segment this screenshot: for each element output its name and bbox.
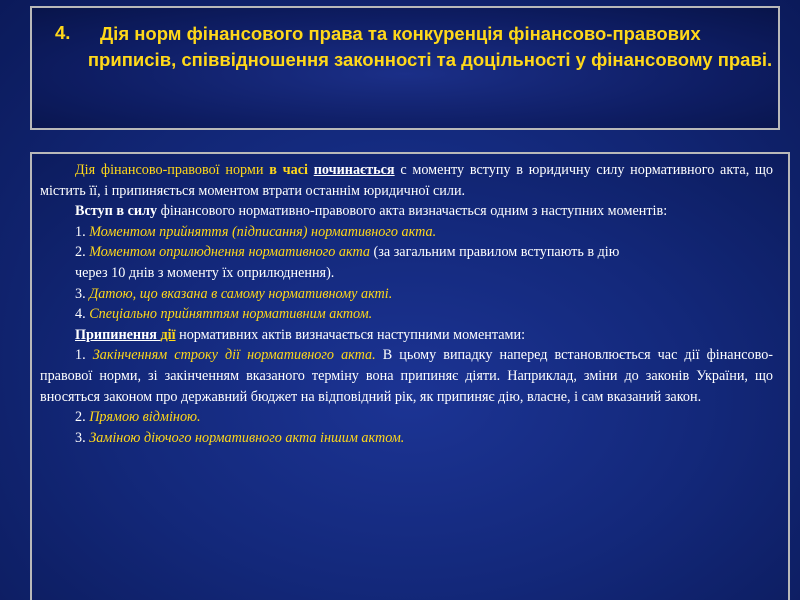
title-line-1: Дія норм фінансового права та конкуренція фінансово-правових <box>100 23 701 44</box>
item-rest: В цьому випадку наперед встановлюється час дії фінансово-правової норми, зі закінченням вказаного терміну вона припиняє діяти. Наприклад, зміни до законів України, що вносяться законом про державний бюджет на відповідний рік, як припиняє дію, власне, і сам вказаний закон. <box>40 347 774 405</box>
list-item-6 <box>40 407 773 428</box>
paragraph-effect-in-time <box>40 160 773 201</box>
item-text: Спеціально прийняттям нормативним актом. <box>89 306 373 323</box>
slide-title <box>85 21 775 73</box>
item-text: Датою, що вказана в самому нормативному акті. <box>89 285 393 302</box>
text-span: в часі <box>269 162 308 178</box>
item-continuation: через 10 днів з моменту їх оприлюднення). <box>75 264 335 281</box>
item-number: 3. <box>75 429 90 446</box>
item-number: 2. <box>75 244 90 261</box>
paragraph-termination <box>40 325 773 346</box>
list-item-4 <box>40 304 773 325</box>
list-item-3 <box>40 284 773 305</box>
item-text: Моментом оприлюднення нормативного акта <box>89 244 370 261</box>
item-number: 3. <box>75 285 90 302</box>
item-number: 4. <box>75 306 90 323</box>
text-span: нормативних актів визначається наступними моментами: <box>175 326 526 343</box>
list-item-2-continuation <box>40 263 773 284</box>
title-line-2: приписів, співвідношення законності та доцільності у фінансовому праві. <box>87 49 773 70</box>
list-item-1 <box>40 222 773 243</box>
item-text: Закінченням строку дії нормативного акта. <box>92 347 376 364</box>
item-text: Заміною діючого нормативного акта іншим актом. <box>89 429 405 446</box>
title-number: 4. <box>55 22 71 43</box>
list-item-7 <box>40 428 773 449</box>
text-span: Припинення <box>75 326 161 343</box>
list-item-2 <box>40 242 773 263</box>
item-text: Прямою відміною. <box>89 409 201 426</box>
text-span: дії <box>160 326 176 343</box>
text-span: Вступ в силу <box>75 203 158 220</box>
text-span: с моменту вступу в юридичну силу нормативного акта, що містить її, і припиняється моментом втрати останнім юридичної сили. <box>40 162 773 199</box>
text-span: фінансового нормативно-правового акта визначається одним з наступних моментів: <box>157 203 668 220</box>
text-span: Дія фінансово-правової норми <box>75 162 270 178</box>
item-text: Моментом прийняття (підписання) нормативного акта. <box>89 223 437 240</box>
item-number: 1. <box>75 223 90 240</box>
item-number: 2. <box>75 409 90 426</box>
content-text <box>40 160 773 448</box>
paragraph-entry-into-force <box>40 201 773 222</box>
text-span: починається <box>313 162 395 178</box>
item-rest: (за загальним правилом вступають в дію <box>369 244 620 261</box>
list-item-5 <box>40 345 773 407</box>
item-number: 1. <box>75 347 93 364</box>
